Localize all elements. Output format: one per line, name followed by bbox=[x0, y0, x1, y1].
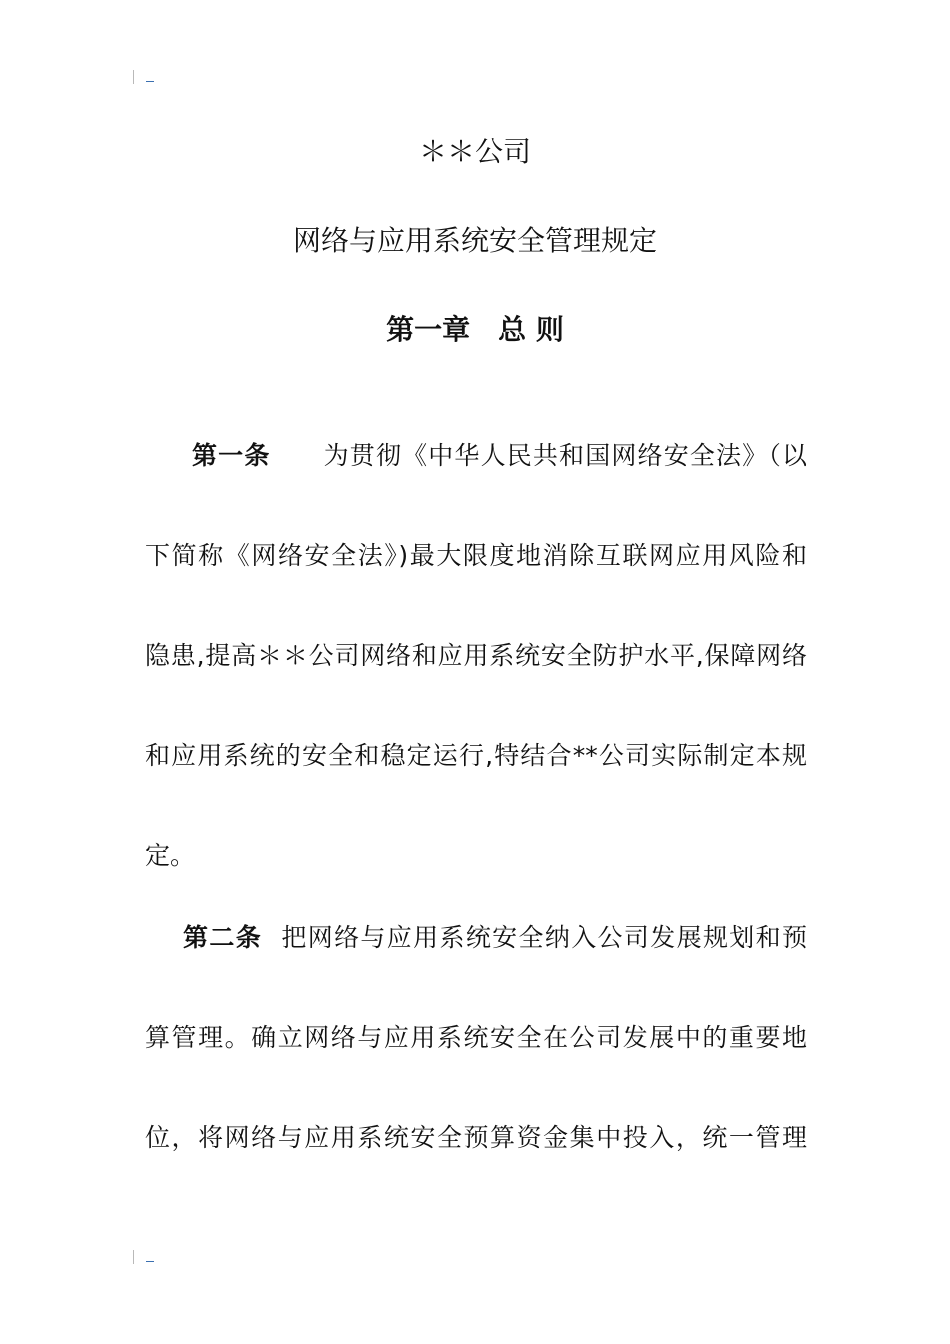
article-1-line-5: 定。 bbox=[145, 841, 196, 870]
article-2-line-1 bbox=[145, 918, 807, 954]
article-2-line-2: 算管理。确立网络与应用系统安全在公司发展中的重要地 bbox=[145, 1023, 807, 1052]
corner-mark-vertical bbox=[133, 1250, 134, 1264]
article-1-line-4: 和应用系统的安全和稳定运行,特结合**公司实际制定本规 bbox=[145, 741, 807, 770]
article-1-text-1: 为贯彻《中华人民共和国网络安全法》（以 bbox=[322, 441, 807, 470]
article-1-line-3: 隐患,提高＊＊公司网络和应用系统安全防护水平,保障网络 bbox=[145, 641, 807, 670]
corner-mark-vertical bbox=[133, 70, 134, 84]
article-2-line-3: 位，将网络与应用系统安全预算资金集中投入，统一管理 bbox=[145, 1123, 807, 1152]
corner-mark-horizontal bbox=[146, 1261, 154, 1262]
corner-mark-horizontal bbox=[146, 81, 154, 82]
article-1-line-1 bbox=[145, 436, 807, 472]
article-1-line-2: 下简称《网络安全法》)最大限度地消除互联网应用风险和 bbox=[145, 541, 807, 570]
document-title: 网络与应用系统安全管理规定 bbox=[292, 224, 657, 257]
article-2-text-1: 把网络与应用系统安全纳入公司发展规划和预 bbox=[280, 923, 807, 952]
company-title: ＊＊公司 bbox=[418, 135, 531, 168]
chapter-heading: 第一章 总 则 bbox=[386, 313, 564, 346]
article-2-label: 第二条 bbox=[183, 923, 263, 952]
article-1-label: 第一条 bbox=[192, 441, 271, 470]
